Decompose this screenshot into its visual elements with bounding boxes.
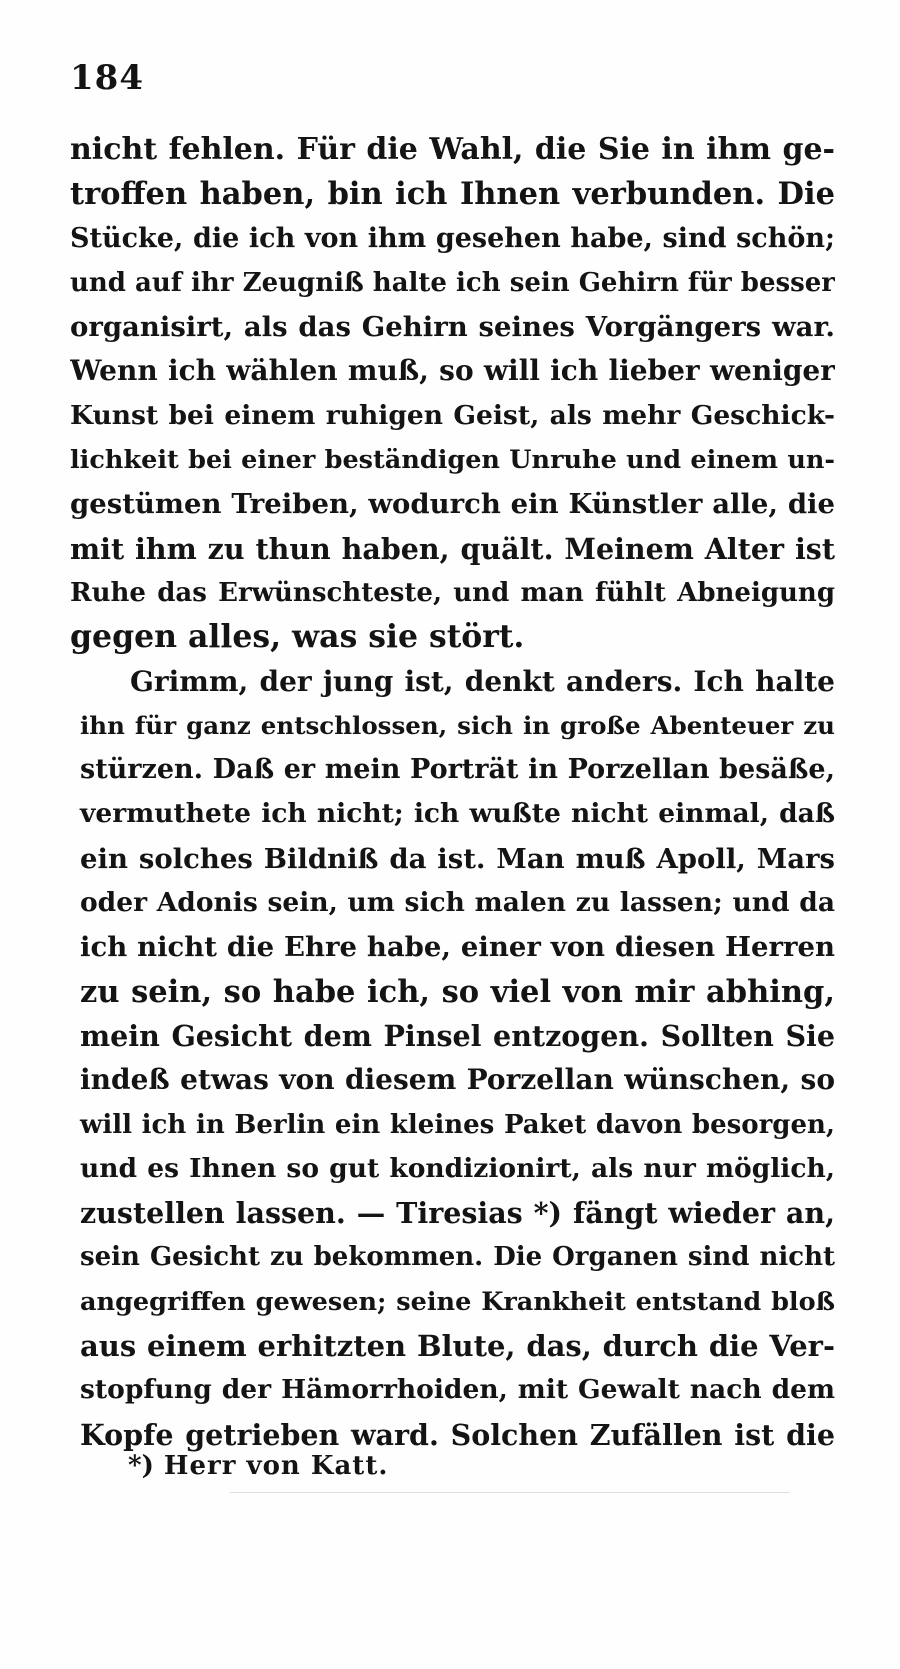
text-line: Kunst bei einem ruhigen Geist, als mehr Geschick- (70, 399, 835, 431)
footnote-text: Herr von Katt. (163, 1451, 389, 1481)
footnote (128, 1448, 388, 1484)
text-line: zu sein, so habe ich, so viel von mir abhing, (80, 973, 835, 1010)
text-line: ein solches Bildniß da ist. Man muß Apoll, Mars (80, 842, 835, 875)
text-line: Ruhe das Erwünschteste, und man fühlt Abneigung (70, 577, 835, 608)
text-line: angegriffen gewesen; seine Krankheit entstand bloß (80, 1286, 835, 1317)
text-line: oder Adonis sein, um sich malen zu lassen; und da (80, 887, 835, 919)
text-line: sein Gesicht zu bekommen. Die Organen sind nicht (80, 1242, 835, 1273)
text-line-paragraph-start: Grimm, der jung ist, denkt anders. Ich halte (130, 664, 835, 698)
text-line: vermuthete ich nicht; ich wußte nicht einmal, daß (80, 798, 835, 830)
text-line: und es Ihnen so gut kondizionirt, als nur möglich, (80, 1152, 835, 1184)
text-line: Wenn ich wählen muß, so will ich lieber weniger (70, 354, 835, 388)
text-line: zustellen lassen. — Tiresias *) fängt wieder an, (80, 1196, 835, 1231)
footnote-mark: *) (128, 1451, 154, 1481)
text-line: mit ihm zu thun haben, quält. Meinem Alter ist (70, 531, 835, 566)
text-line: organisirt, als das Gehirn seines Vorgängers war. (70, 311, 835, 344)
text-line: stopfung der Hämorrhoiden, mit Gewalt nach dem (80, 1374, 835, 1406)
body-text (70, 128, 835, 1457)
text-line: Kopfe getrieben ward. Solchen Zufällen ist die (80, 1417, 835, 1452)
page-number: 184 (70, 58, 144, 98)
text-line: will ich in Berlin ein kleines Paket davon besorgen, (80, 1109, 835, 1140)
text-line: troffen haben, bin ich Ihnen verbunden. Die (70, 176, 835, 213)
text-line: aus einem erhitzten Blute, das, durch die Ver- (80, 1329, 835, 1364)
text-line: lichkeit bei einer beständigen Unruhe und einem un- (70, 445, 835, 476)
text-line: nicht fehlen. Für die Wahl, die Sie in ihm ge- (70, 132, 835, 167)
text-line: indeß etwas von diesem Porzellan wünschen, so (80, 1063, 835, 1097)
text-line: gestümen Treiben, wodurch ein Künstler alle, die (70, 488, 835, 521)
page-bottom-rule (230, 1492, 790, 1493)
text-line: mein Gesicht dem Pinsel entzogen. Sollten Sie (80, 1018, 835, 1053)
text-line: ich nicht die Ehre habe, einer von diesen Herren (80, 931, 835, 964)
text-line: stürzen. Daß er mein Porträt in Porzellan besäße, (80, 754, 835, 786)
text-line: und auf ihr Zeugniß halte ich sein Gehirn für besser (70, 267, 835, 298)
text-line: ihn für ganz entschlossen, sich in große Abenteuer zu (80, 710, 835, 740)
text-line: Stücke, die ich von ihm gesehen habe, sind schön; (70, 222, 835, 254)
text-line-paragraph-end: gegen alles, was sie stört. (70, 618, 525, 656)
